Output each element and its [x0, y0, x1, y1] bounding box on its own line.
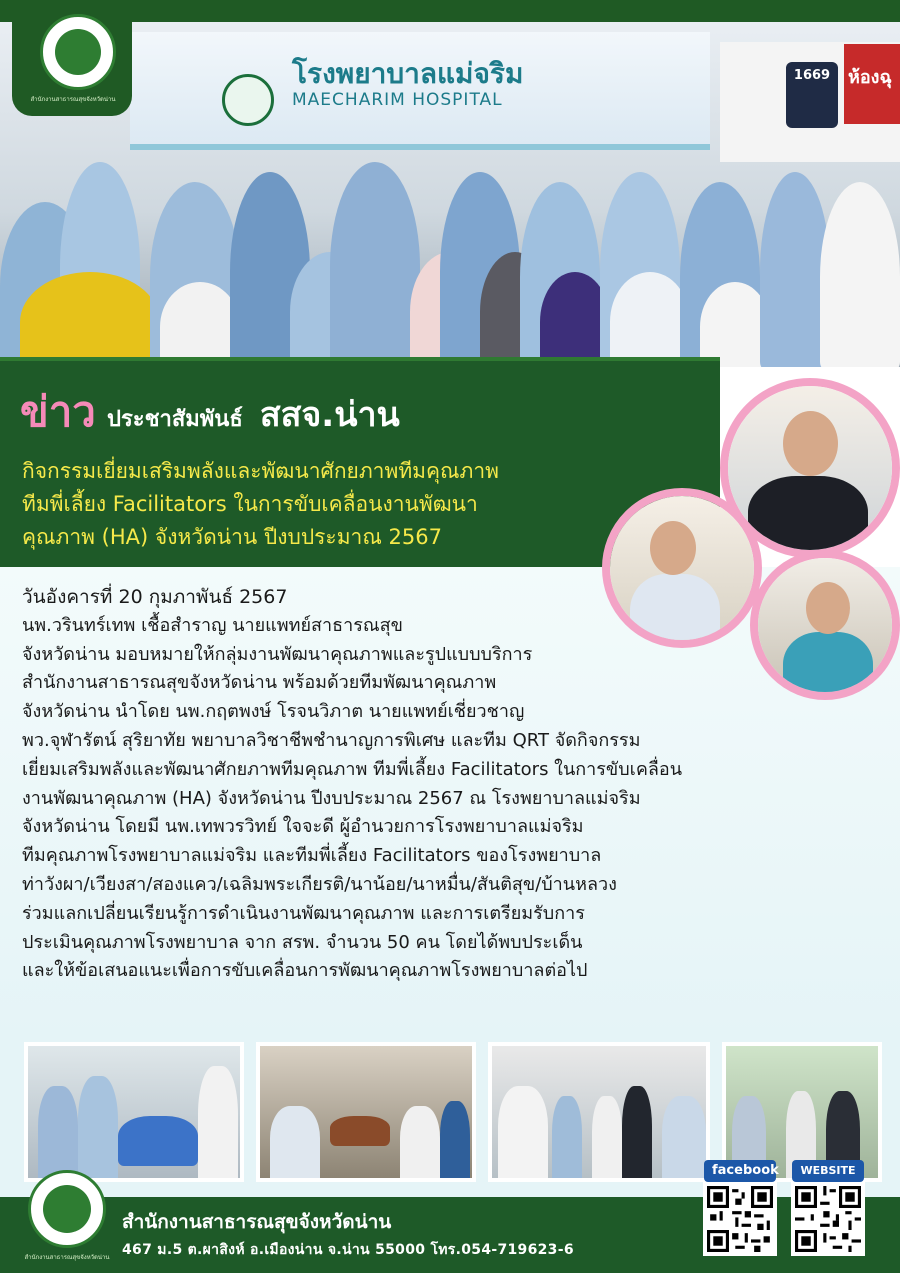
body-line: วันอังคารที่ 20 กุมภาพันธ์ 2567	[22, 586, 288, 608]
room-sign: ห้องฉุ	[844, 44, 900, 124]
body-line: จังหวัดน่าน มอบหมายให้กลุ่มงานพัฒนาคุณภาพและรูปแบบบริการ	[22, 643, 533, 665]
body-line: สำนักงานสาธารณสุขจังหวัดน่าน พร้อมด้วยทีมพัฒนาคุณภาพ	[22, 672, 497, 694]
pr-word: ประชาสัมพันธ์	[106, 407, 243, 432]
facebook-label: facebook	[704, 1160, 776, 1182]
body-line: และให้ข้อเสนอแนะเพื่อการขับเคลื่อนการพัฒนาคุณภาพโรงพยาบาลต่อไป	[22, 960, 588, 982]
hospital-logo-icon	[222, 74, 274, 126]
website-qr-code-icon[interactable]	[791, 1182, 865, 1256]
body-line: ร่วมแลกเปลี่ยนเรียนรู้การดำเนินงานพัฒนาคุณภาพ และการเตรียมรับการ	[22, 902, 585, 924]
hero-photo	[0, 22, 900, 367]
body-line: เยี่ยมเสริมพลังและพัฒนาศักยภาพทีมคุณภาพ ทีมพี่เลี้ยง Facilitators ในการขับเคลื่อน	[22, 758, 683, 780]
group-of-people	[0, 142, 900, 367]
activity-photo	[24, 1042, 244, 1182]
body-line: ประเมินคุณภาพโรงพยาบาล จาก สรพ. จำนวน 50 คน โดยได้พบประเด็น	[22, 931, 583, 953]
qr-code-icon	[795, 1186, 861, 1252]
hospital-sign-english: MAECHARIM HOSPITAL	[292, 90, 503, 110]
logo-badge	[12, 4, 132, 116]
qr-code-icon	[707, 1186, 773, 1252]
body-text	[22, 583, 882, 986]
footer-logo-caption: สำนักงานสาธารณสุขจังหวัดน่าน	[24, 1254, 110, 1261]
body-line: ทีมคุณภาพโรงพยาบาลแม่จริม และทีมพี่เลี้ยง Facilitators ของโรงพยาบาล	[22, 845, 602, 867]
body-line: จังหวัดน่าน นำโดย นพ.กฤตพงษ์ โรจนวิภาต นายแพทย์เชี่ยวชาญ	[22, 701, 525, 723]
headline-line: กิจกรรมเยี่ยมเสริมพลังและพัฒนาศักยภาพทีมคุณภาพ	[22, 459, 500, 483]
body-line: งานพัฒนาคุณภาพ (HA) จังหวัดน่าน ปีงบประมาณ 2567 ณ โรงพยาบาลแม่จริม	[22, 787, 641, 809]
hotline-sign: 1669	[786, 62, 838, 128]
headline-line: คุณภาพ (HA) จังหวัดน่าน ปีงบประมาณ 2567	[22, 525, 442, 549]
headline-line: ทีมพี่เลี้ยง Facilitators ในการขับเคลื่อนงานพัฒนา	[22, 492, 478, 516]
activity-photo	[488, 1042, 710, 1182]
footer-address: 467 ม.5 ต.ผาสิงห์ อ.เมืองน่าน จ.น่าน 55000 โทร.054-719623-6	[122, 1242, 574, 1258]
moph-logo-icon	[28, 1170, 106, 1248]
logo-emblem	[55, 29, 101, 75]
facebook-qr-code-icon[interactable]	[703, 1182, 777, 1256]
logo-caption: สำนักงานสาธารณสุขจังหวัดน่าน	[30, 96, 116, 103]
activity-photo	[256, 1042, 476, 1182]
website-label: WEBSITE	[792, 1160, 864, 1182]
footer-org-name: สำนักงานสาธารณสุขจังหวัดน่าน	[122, 1211, 392, 1233]
body-line: ท่าวังผา/เวียงสา/สองแคว/เฉลิมพระเกียรติ/นาน้อย/นาหมื่น/สันติสุข/บ้านหลวง	[22, 873, 617, 895]
body-line: นพ.วรินทร์เทพ เชื้อสำราญ นายแพทย์สาธารณสุข	[22, 614, 403, 636]
body-line: พว.จุฬารัตน์ สุริยาทัย พยาบาลวิชาชีพชำนาญการพิเศษ และทีม QRT จัดกิจกรรม	[22, 729, 641, 751]
news-word: ข่าว	[20, 387, 96, 436]
org-word: สสจ.น่าน	[259, 395, 400, 435]
logo-emblem	[43, 1185, 91, 1233]
title-row	[20, 379, 400, 445]
body-line: จังหวัดน่าน โดยมี นพ.เทพวรวิทย์ ใจจะดี ผู้อำนวยการโรงพยาบาลแม่จริม	[22, 816, 584, 838]
moph-logo-icon	[40, 14, 116, 90]
hospital-sign-thai: โรงพยาบาลแม่จริม	[292, 57, 524, 90]
